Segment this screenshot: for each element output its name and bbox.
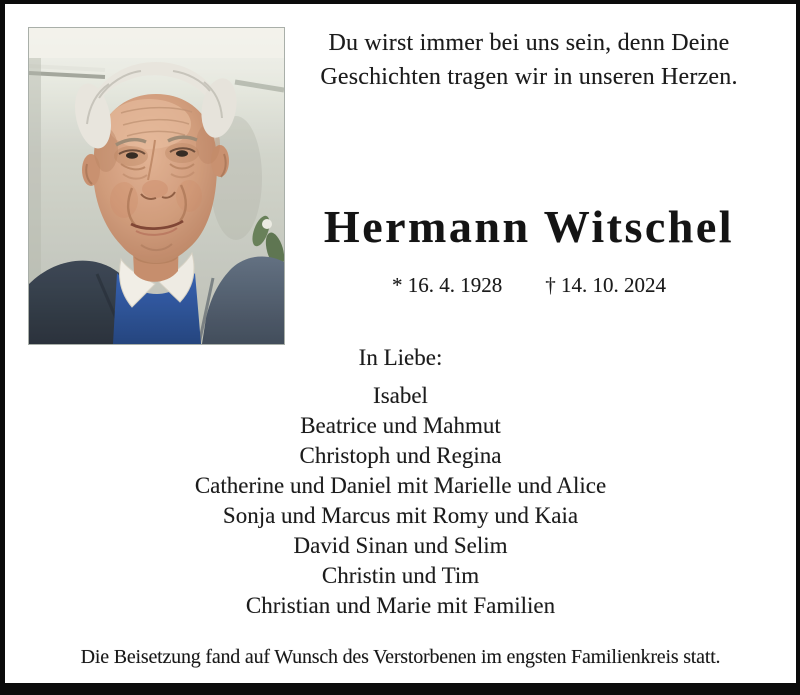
deceased-portrait-photo: [28, 27, 285, 345]
deceased-name: Hermann Witschel: [323, 201, 735, 252]
epigraph-line-1: Du wirst immer bei uns sein, denn Deine: [328, 30, 730, 56]
mourners-list: [5, 381, 796, 621]
mourner-line: Sonja und Marcus mit Romy und Kaia: [222, 503, 579, 528]
epigraph-line-2: Geschichten tragen wir in unseren Herzen.: [320, 64, 738, 90]
mourner-line: Catherine und Daniel mit Marielle und Alice: [194, 473, 607, 498]
mourner-line: Beatrice und Mahmut: [300, 413, 501, 438]
birth-date: * 16. 4. 1928: [392, 273, 503, 297]
portrait-photo-image: [29, 28, 284, 344]
mourning-salutation: In Liebe:: [358, 345, 443, 370]
funeral-notice-line: Die Beisetzung fand auf Wunsch des Verstorbenen im engsten Familienkreis statt.: [80, 646, 721, 668]
mourner-line: David Sinan und Selim: [293, 533, 508, 558]
notice-content: [5, 4, 796, 683]
mourner-line: Christoph und Regina: [299, 443, 502, 468]
mourner-line: Christin und Tim: [321, 563, 480, 588]
mourner-line: Isabel: [373, 383, 428, 408]
epigraph: [283, 26, 775, 94]
life-dates: [283, 273, 775, 297]
death-date: † 14. 10. 2024: [545, 273, 666, 297]
mourner-line: Christian und Marie mit Familien: [245, 593, 556, 618]
